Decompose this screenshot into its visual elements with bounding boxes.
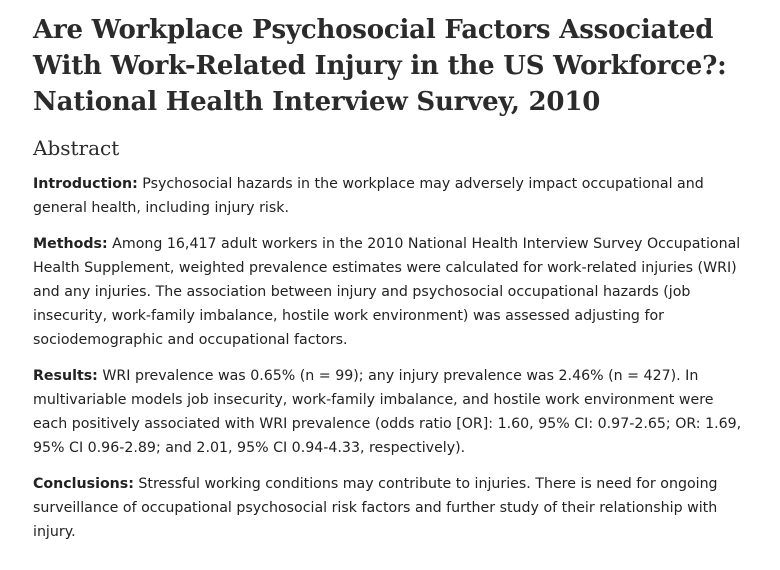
results-text: WRI prevalence was 0.65% (n = 99); any injury prevalence was 2.46% (n = 427). In multivariable models job insecurity, work-family imbalance, and hostile work environment were each positively associated with WRI prevalence (odds ratio [OR]: 1.60, 95% CI: 0.97-2.65; OR: 1.69, 95% CI 0.96-2.89; and 2.01, 95% CI 0.94-4.33, respectively).: [33, 368, 742, 456]
results-label: Results:: [33, 368, 98, 384]
article-title: Are Workplace Psychosocial Factors Associated With Work-Related Injury in the US Workforce?: National Health Interview Survey, 2010: [33, 15, 727, 117]
abstract-methods: [33, 232, 750, 352]
introduction-text: Psychosocial hazards in the workplace may adversely impact occupational and general health, including injury risk.: [33, 176, 704, 216]
abstract-results: [33, 364, 750, 460]
abstract-conclusions: [33, 472, 750, 544]
conclusions-text: Stressful working conditions may contribute to injuries. There is need for ongoing surveillance of occupational psychosocial risk factors and further study of their relationship with injury.: [33, 476, 718, 540]
methods-label: Methods:: [33, 236, 108, 252]
abstract-heading: Abstract: [33, 136, 120, 160]
introduction-label: Introduction:: [33, 176, 138, 192]
conclusions-label: Conclusions:: [33, 476, 134, 492]
methods-text: Among 16,417 adult workers in the 2010 National Health Interview Survey Occupational Health Supplement, weighted prevalence estimates were calculated for work-related injuries (WRI) and any injuries. The association between injury and psychosocial occupational hazards (job insecurity, work-family imbalance, hostile work environment) was assessed adjusting for sociodemographic and occupational factors.: [33, 236, 741, 348]
abstract-introduction: [33, 172, 750, 220]
